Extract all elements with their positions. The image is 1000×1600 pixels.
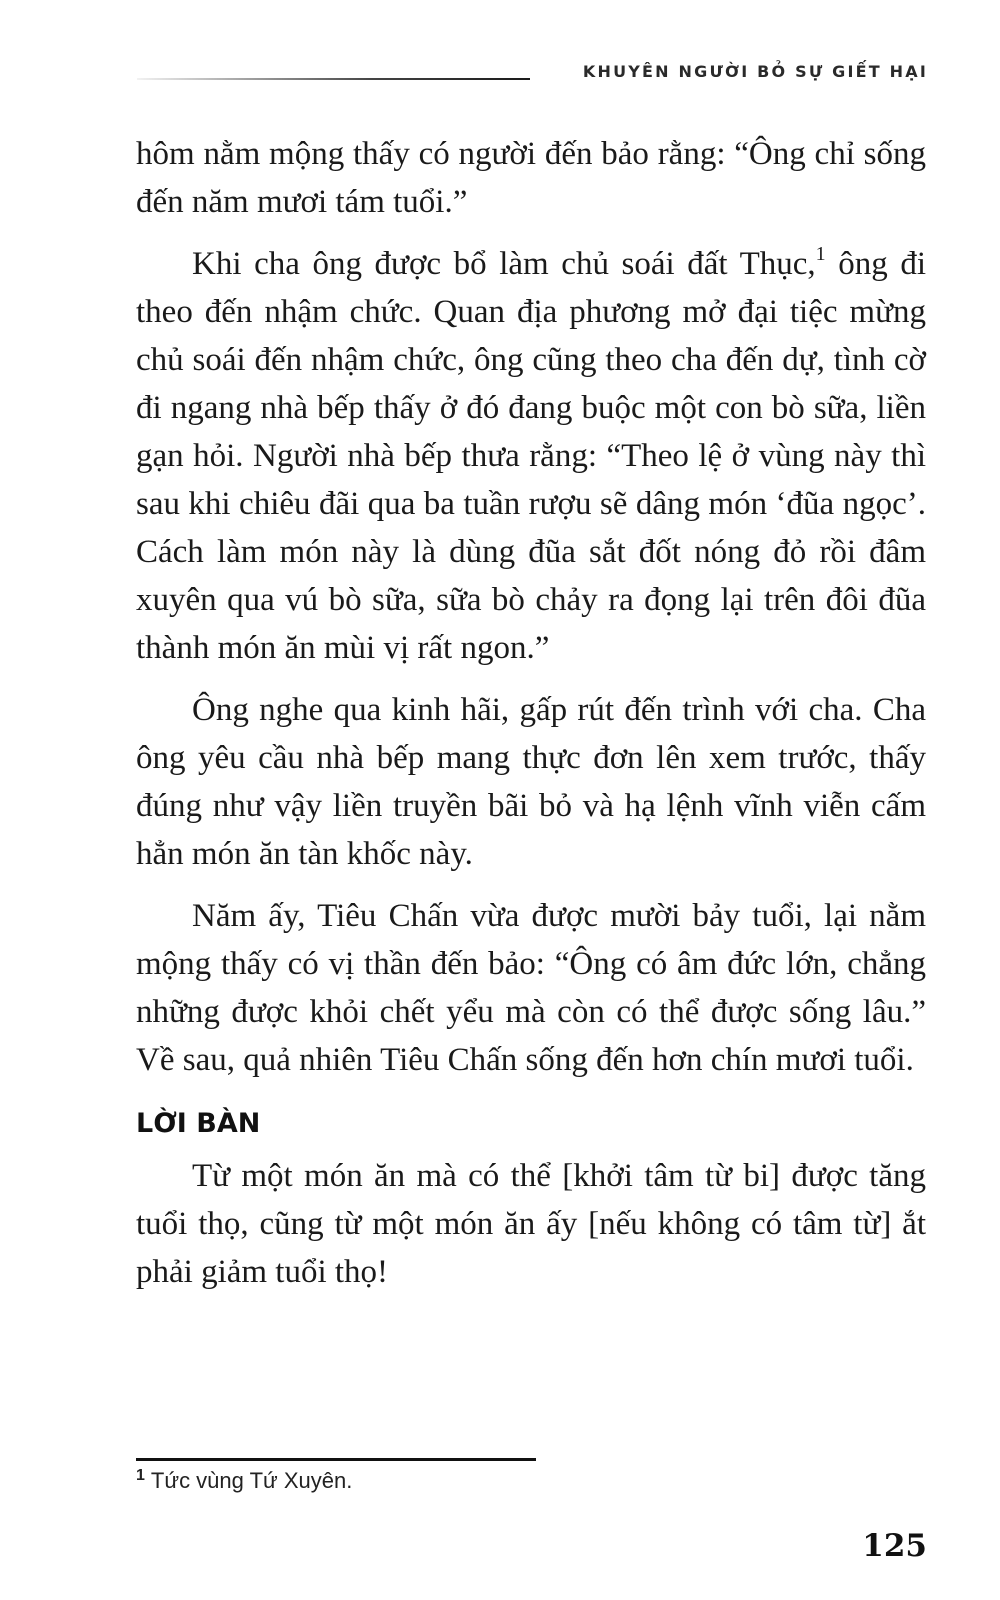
header-rule	[137, 78, 530, 80]
closing-paragraph: Từ một món ăn mà có thể [khởi tâm từ bi] được tăng tuổi thọ, cũng từ một món ăn ấy [nếu không có tâm từ] ắt phải giảm tuổi thọ!	[136, 1158, 926, 1290]
paragraph-1: hôm nằm mộng thấy có người đến bảo rằng: “Ông chỉ sống đến năm mươi tám tuổi.”	[136, 136, 926, 220]
paragraph-2	[136, 240, 926, 672]
paragraph-2-text-before: Khi cha ông được bổ làm chủ soái đất Thục,	[192, 246, 816, 282]
footnote-rule	[136, 1458, 536, 1461]
paragraph-3: Ông nghe qua kinh hãi, gấp rút đến trình với cha. Cha ông yêu cầu nhà bếp mang thực đơn lên xem trước, thấy đúng như vậy liền truyền bãi bỏ và hạ lệnh vĩnh viễn cấm hẳn món ăn tàn khốc này.	[136, 692, 926, 872]
footnote-marker: 1	[136, 1467, 145, 1484]
paragraph-2-text-after: ông đi theo đến nhậm chức. Quan địa phương mở đại tiệc mừng chủ soái đến nhậm chức, ông cũng theo cha đến dự, tình cờ đi ngang nhà bếp thấy ở đó đang buộc một con bò sữa, liền gạn hỏi. Người nhà bếp thưa rằng: “Theo lệ ở vùng này thì sau khi chiêu đãi qua ba tuần rượu sẽ dâng món ‘đũa ngọc’. Cách làm món này là dùng đũa sắt đốt nóng đỏ rồi đâm xuyên qua vú bò sữa, sữa bò chảy ra đọng lại trên đôi đũa thành món ăn mùi vị rất ngon.”	[136, 246, 927, 666]
body-text	[136, 130, 926, 1310]
running-head: KHUYÊN NGƯỜI BỎ SỰ GIẾT HẠI	[582, 62, 928, 81]
paragraph-4: Năm ấy, Tiêu Chấn vừa được mười bảy tuổi, lại nằm mộng thấy có vị thần đến bảo: “Ông có âm đức lớn, chẳng những được khỏi chết yểu mà còn có thể được sống lâu.” Về sau, quả nhiên Tiêu Chấn sống đến hơn chín mươi tuổi.	[136, 898, 926, 1078]
footnote	[136, 1467, 352, 1494]
footnote-text: Tức vùng Tứ Xuyên.	[150, 1468, 353, 1493]
footnote-reference[interactable]: 1	[815, 243, 826, 265]
page-number: 125	[862, 1528, 927, 1564]
section-heading: LỜI BÀN	[136, 1108, 261, 1139]
